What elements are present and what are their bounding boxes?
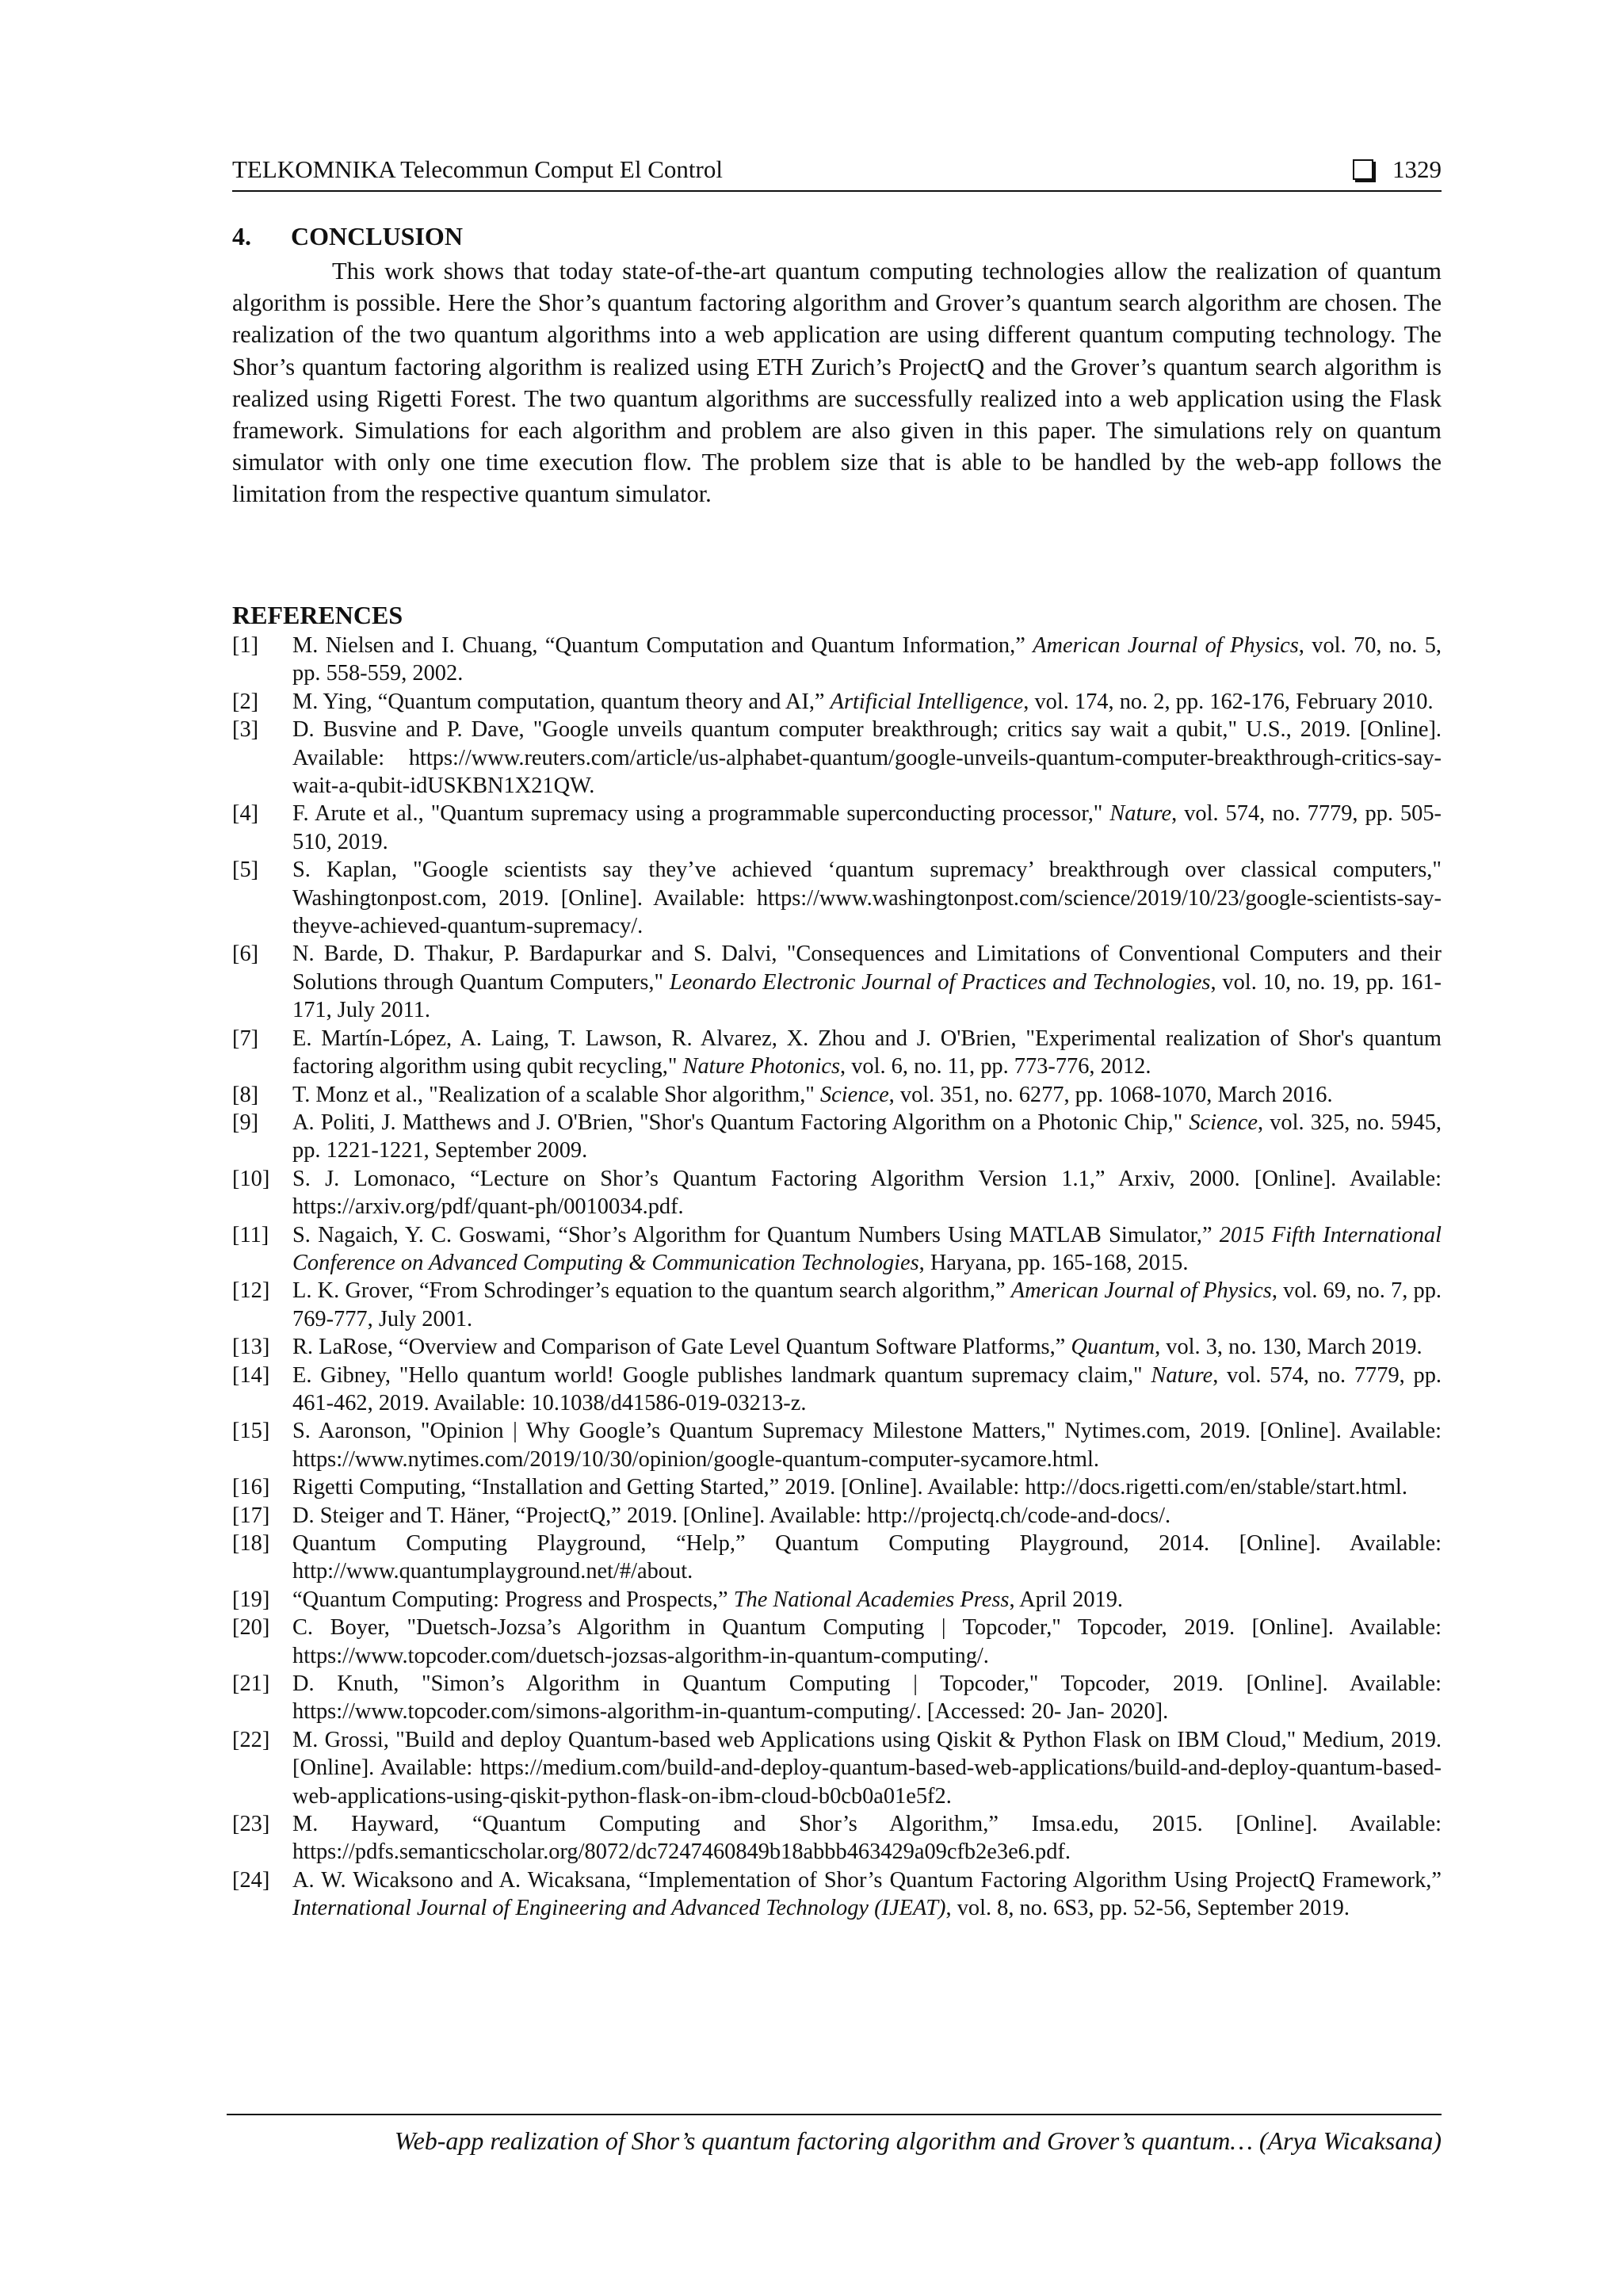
reference-source-italic: Nature <box>1109 801 1172 827</box>
reference-text-tail: , vol. 174, no. 2, pp. 162-176, February 2010. <box>1023 689 1434 714</box>
reference-text <box>292 1277 1442 1333</box>
reference-text-main: E. Gibney, "Hello quantum world! Google publishes landmark quantum supremacy claim," <box>292 1362 1151 1388</box>
reference-item <box>232 940 1442 1024</box>
reference-text-main: S. Nagaich, Y. C. Goswami, “Shor’s Algorithm for Quantum Numbers Using MATLAB Simulator,” <box>292 1222 1220 1247</box>
reference-item <box>232 1866 1442 1923</box>
reference-text <box>292 1670 1442 1726</box>
reference-source-italic: Artificial Intelligence <box>830 689 1024 714</box>
section-number: 4. <box>232 222 251 250</box>
reference-number: [11] <box>232 1222 269 1247</box>
reference-text-tail: , vol. 69, no. 7, pp. 769-777, July 2001. <box>292 1278 1442 1331</box>
reference-list <box>232 632 1442 1923</box>
reference-text <box>292 1333 1442 1361</box>
reference-text <box>292 1362 1442 1418</box>
reference-text-main: E. Martín-López, A. Laing, T. Lawson, R. Alvarez, X. Zhou and J. O'Brien, "Experimental realization of Shor's quantum factoring algorithm using qubit recycling," <box>292 1026 1442 1079</box>
reference-source-italic: American Journal of Physics <box>1010 1278 1272 1304</box>
reference-text-tail: , vol. 70, no. 5, pp. 558-559, 2002. <box>292 633 1442 686</box>
reference-text-main: S. Aaronson, "Opinion | Why Google’s Quantum Supremacy Milestone Matters," Nytimes.com, 2019. [Online]. Available: https://www.nytimes.com/2019/10/30/opinion/google-quantum-computer-sycamore.html. <box>292 1419 1442 1472</box>
reference-number: [10] <box>232 1166 270 1191</box>
reference-text <box>292 1502 1442 1530</box>
reference-number: [17] <box>232 1503 270 1528</box>
reference-number: [16] <box>232 1475 270 1500</box>
reference-item <box>232 1586 1442 1614</box>
reference-text-main: A. W. Wicaksono and A. Wicaksana, “Implementation of Shor’s Quantum Factoring Algorithm Using ProjectQ Framework,” <box>292 1867 1442 1893</box>
reference-number: [22] <box>232 1727 270 1752</box>
reference-text <box>292 1221 1442 1278</box>
section-title: CONCLUSION <box>291 222 463 250</box>
reference-text-tail: , vol. 574, no. 7779, pp. 505-510, 2019. <box>292 801 1442 854</box>
page-number-block <box>1353 155 1442 184</box>
reference-number: [20] <box>232 1615 270 1641</box>
reference-item <box>232 1109 1442 1165</box>
reference-item <box>232 1614 1442 1670</box>
reference-number: [9] <box>232 1110 259 1135</box>
journal-name: TELKOMNIKA Telecommun Comput El Control <box>232 155 723 183</box>
reference-text <box>292 1473 1442 1501</box>
reference-item <box>232 1473 1442 1501</box>
reference-text <box>292 716 1442 800</box>
reference-source-italic: Science <box>1189 1110 1258 1135</box>
reference-text-tail: , vol. 3, no. 130, March 2019. <box>1155 1335 1423 1360</box>
header-rule <box>232 190 1442 192</box>
reference-text <box>292 1586 1442 1614</box>
reference-text-main: M. Nielsen and I. Chuang, “Quantum Computation and Quantum Information,” <box>292 633 1033 658</box>
reference-item <box>232 1333 1442 1361</box>
reference-text-main: N. Barde, D. Thakur, P. Bardapurkar and S. Dalvi, "Consequences and Limitations of Conventional Computers and their Solutions through Quantum Computers," <box>292 942 1442 995</box>
reference-text-tail: , vol. 10, no. 19, pp. 161-171, July 2011. <box>292 969 1442 1023</box>
reference-text-tail: , April 2019. <box>1009 1587 1124 1612</box>
reference-text-tail: , vol. 351, no. 6277, pp. 1068-1070, March 2016. <box>888 1082 1333 1107</box>
reference-item <box>232 800 1442 856</box>
reference-text-main: M. Hayward, “Quantum Computing and Shor’s Algorithm,” Imsa.edu, 2015. [Online]. Available: https://pdfs.semanticscholar.org/8072/dc7247460849b18abbb463429a09cfb2e3e6.pdf. <box>292 1812 1442 1865</box>
conclusion-body <box>232 255 1442 510</box>
reference-item <box>232 688 1442 716</box>
reference-text-main: A. Politi, J. Matthews and J. O'Brien, "Shor's Quantum Factoring Algorithm on a Photonic Chip," <box>292 1110 1190 1135</box>
reference-text-main: D. Knuth, "Simon’s Algorithm in Quantum Computing | Topcoder," Topcoder, 2019. [Online]. Available: https://www.topcoder.com/simons-algorithm-in-quantum-computing/. [Accessed: 20- Jan- 2020]. <box>292 1671 1442 1725</box>
references-heading: REFERENCES <box>232 601 403 629</box>
reference-source-italic: Leonardo Electronic Journal of Practices and Technologies <box>669 969 1211 995</box>
reference-item <box>232 1670 1442 1726</box>
conclusion-heading <box>232 222 463 251</box>
box-icon <box>1353 159 1373 180</box>
reference-item <box>232 1417 1442 1473</box>
reference-source-italic: Nature Photonics <box>682 1054 841 1079</box>
reference-text-main: T. Monz et al., "Realization of a scalable Shor algorithm," <box>292 1082 820 1107</box>
reference-source-italic: Nature <box>1151 1362 1213 1388</box>
reference-item <box>232 1025 1442 1081</box>
reference-number: [8] <box>232 1082 259 1107</box>
reference-text <box>292 1109 1442 1165</box>
reference-text-main: Rigetti Computing, “Installation and Getting Started,” 2019. [Online]. Available: http://docs.rigetti.com/en/stable/start.html. <box>292 1475 1407 1500</box>
reference-number: [3] <box>232 717 259 743</box>
conclusion-paragraph: This work shows that today state-of-the-art quantum computing technologies allow the realization of quantum algorithm is possible. Here the Shor’s quantum factoring algorithm and Grover’s quantum search algorithm are chosen. The realization of the two quantum algorithms into a web application are using different quantum computing technology. The Shor’s quantum factoring algorithm is realized using ETH Zurich’s ProjectQ and the Grover’s quantum search algorithm is realized using Rigetti Forest. The two quantum algorithms are successfully realized into a web application using the Flask framework. Simulations for each algorithm and problem are also given in this paper. The simulations rely on quantum simulator with only one time execution flow. The problem size that is able to be handled by the web-app follows the limitation from the respective quantum simulator. <box>232 258 1442 508</box>
reference-text <box>292 688 1442 716</box>
reference-number: [18] <box>232 1531 270 1556</box>
reference-number: [7] <box>232 1026 259 1051</box>
reference-text-main: “Quantum Computing: Progress and Prospects,” <box>292 1587 734 1612</box>
reference-text-tail: , vol. 8, no. 6S3, pp. 52-56, September 2019. <box>945 1896 1350 1921</box>
reference-number: [5] <box>232 858 259 883</box>
reference-text <box>292 1530 1442 1586</box>
reference-text <box>292 1866 1442 1923</box>
footer-rule <box>227 2114 1442 2115</box>
reference-text-tail: , Haryana, pp. 165-168, 2015. <box>918 1250 1189 1275</box>
reference-text <box>292 1165 1442 1221</box>
reference-number: [13] <box>232 1335 270 1360</box>
reference-item <box>232 716 1442 800</box>
reference-item <box>232 1081 1442 1109</box>
reference-item <box>232 632 1442 688</box>
reference-text <box>292 940 1442 1024</box>
reference-number: [12] <box>232 1278 270 1304</box>
reference-number: [23] <box>232 1812 270 1837</box>
reference-text-main: M. Grossi, "Build and deploy Quantum-based web Applications using Qiskit & Python Flask on IBM Cloud," Medium, 2019. [Online]. Available: https://medium.com/build-and-deploy-quantum-based-web-applications/build-and-deploy-quantum-based-web-applications-using-qiskit-python-flask-on-ibm-cloud-b0cb0a01e5f2. <box>292 1727 1442 1809</box>
reference-number: [21] <box>232 1671 270 1697</box>
reference-text-main: S. Kaplan, "Google scientists say they’ve achieved ‘quantum supremacy’ breakthrough over classical computers," Washingtonpost.com, 2019. [Online]. Available: https://www.washingtonpost.com/science/2019/10/23/google-scientists-say-theyve-achieved-quantum-supremacy/. <box>292 858 1442 939</box>
reference-item <box>232 1726 1442 1810</box>
page-number: 1329 <box>1392 155 1442 183</box>
reference-text-main: D. Steiger and T. Häner, “ProjectQ,” 2019. [Online]. Available: http://projectq.ch/code-and-docs/. <box>292 1503 1171 1528</box>
reference-number: [6] <box>232 942 259 967</box>
reference-number: [24] <box>232 1867 270 1893</box>
reference-text-tail: , vol. 6, no. 11, pp. 773-776, 2012. <box>840 1054 1151 1079</box>
reference-text-main: Quantum Computing Playground, “Help,” Quantum Computing Playground, 2014. [Online]. Available: http://www.quantumplayground.net/#/about. <box>292 1531 1442 1584</box>
reference-item <box>232 1530 1442 1586</box>
reference-text <box>292 856 1442 940</box>
reference-text-main: S. J. Lomonaco, “Lecture on Shor’s Quantum Factoring Algorithm Version 1.1,” Arxiv, 2000. [Online]. Available: https://arxiv.org/pdf/quant-ph/0010034.pdf. <box>292 1166 1442 1220</box>
running-footer: Web-app realization of Shor’s quantum factoring algorithm and Grover’s quantum… (Arya Wicaksana) <box>394 2126 1442 2155</box>
reference-source-italic: 2015 Fifth International Conference on Advanced Computing & Communication Technologies <box>292 1222 1442 1275</box>
reference-text-main: R. LaRose, “Overview and Comparison of Gate Level Quantum Software Platforms,” <box>292 1335 1071 1360</box>
reference-text-tail: , vol. 325, no. 5945, pp. 1221-1221, September 2009. <box>292 1110 1442 1163</box>
reference-number: [14] <box>232 1362 270 1388</box>
reference-text <box>292 632 1442 688</box>
reference-number: [4] <box>232 801 259 827</box>
reference-text <box>292 800 1442 856</box>
reference-text <box>292 1810 1442 1866</box>
reference-item <box>232 1165 1442 1221</box>
reference-source-italic: Science <box>819 1082 889 1107</box>
reference-text-main: F. Arute et al., "Quantum supremacy using a programmable superconducting processor," <box>292 801 1110 827</box>
reference-item <box>232 1810 1442 1866</box>
reference-text <box>292 1417 1442 1473</box>
page-header <box>232 151 1442 190</box>
reference-number: [15] <box>232 1419 270 1444</box>
reference-item <box>232 856 1442 940</box>
reference-source-italic: American Journal of Physics <box>1033 633 1299 658</box>
reference-item <box>232 1277 1442 1333</box>
reference-text <box>292 1614 1442 1670</box>
reference-number: [2] <box>232 689 259 714</box>
reference-text <box>292 1726 1442 1810</box>
reference-text-tail: , vol. 574, no. 7779, pp. 461-462, 2019. Available: 10.1038/d41586-019-03213-z. <box>292 1362 1442 1415</box>
reference-text-main: D. Busvine and P. Dave, "Google unveils quantum computer breakthrough; critics say wait a qubit," U.S., 2019. [Online]. Available: https://www.reuters.com/article/us-alphabet-quantum/google-unveils-quantum-computer-breakthrough-critics-say-wait-a-qubit-idUSKBN1X21QW. <box>292 717 1442 799</box>
reference-item <box>232 1221 1442 1278</box>
reference-source-italic: International Journal of Engineering and Advanced Technology (IJEAT) <box>292 1896 946 1921</box>
reference-text <box>292 1081 1442 1109</box>
reference-source-italic: The National Academies Press <box>733 1587 1010 1612</box>
reference-number: [1] <box>232 633 259 658</box>
reference-number: [19] <box>232 1587 270 1612</box>
reference-source-italic: Quantum <box>1071 1335 1155 1360</box>
reference-text <box>292 1025 1442 1081</box>
reference-item <box>232 1502 1442 1530</box>
reference-text-main: L. K. Grover, “From Schrodinger’s equation to the quantum search algorithm,” <box>292 1278 1011 1304</box>
reference-text-main: M. Ying, “Quantum computation, quantum theory and AI,” <box>292 689 831 714</box>
reference-item <box>232 1362 1442 1418</box>
reference-text-main: C. Boyer, "Duetsch-Jozsa’s Algorithm in Quantum Computing | Topcoder," Topcoder, 2019. [Online]. Available: https://www.topcoder.com/duetsch-jozsas-algorithm-in-quantum-computing/. <box>292 1615 1442 1668</box>
